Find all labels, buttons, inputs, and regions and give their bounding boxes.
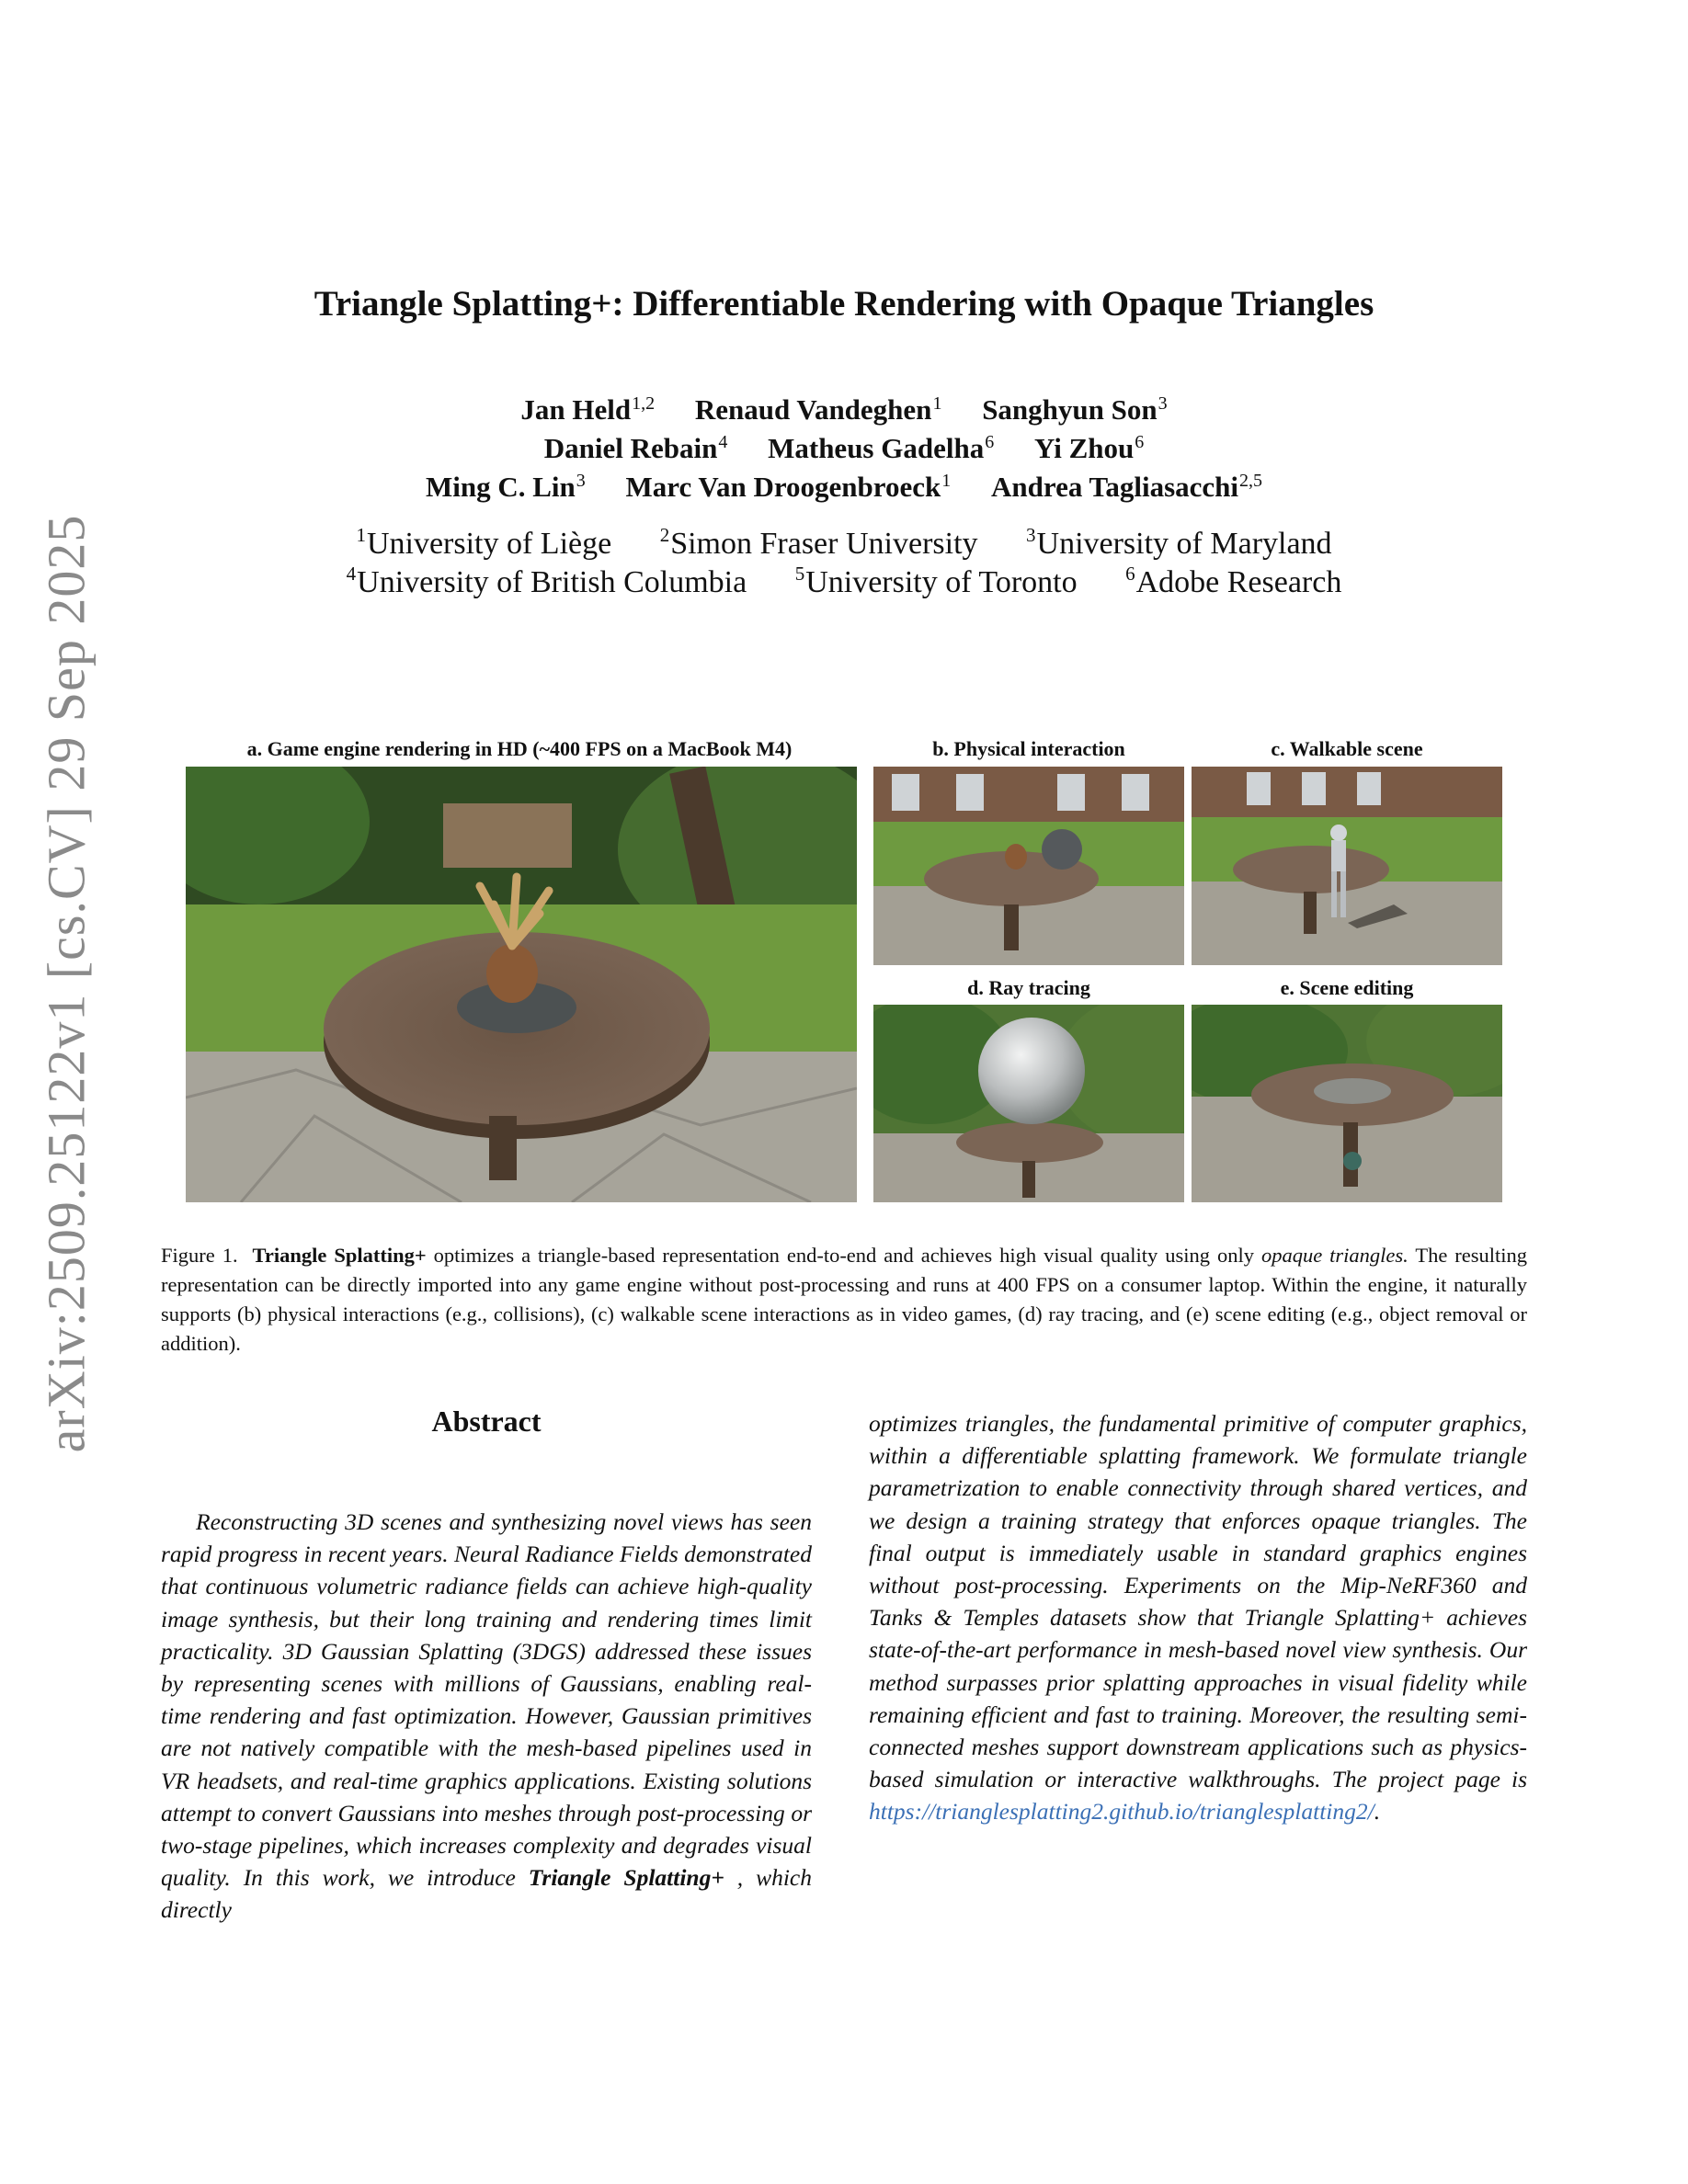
author: Matheus Gadelha$^6$ [768, 432, 995, 464]
author: Sanghyun Son$^3$ [982, 393, 1168, 426]
affiliation: $^4$University of British Columbia [346, 563, 747, 599]
abstract-right-column [869, 1407, 1527, 1828]
author-line-2 [0, 432, 1688, 465]
caption-prefix: Figure 1. [161, 1244, 238, 1267]
figure-panel-d-image [873, 1005, 1184, 1202]
panel-label-b: b. Physical interaction [932, 737, 1125, 760]
panel-label-c: c. Walkable scene [1271, 737, 1423, 760]
figure-panel-e-image [1192, 1005, 1502, 1202]
panel-label-d: d. Ray tracing [967, 976, 1090, 999]
project-page-link[interactable]: https://trianglesplatting2.github.io/trianglesplatting2/ [869, 1798, 1374, 1826]
affiliation: $^5$University of Toronto [794, 563, 1078, 599]
panel-label-a: a. Game engine rendering in HD (~400 FPS on a MacBook M4) [246, 737, 793, 760]
paper-title: Triangle Splatting+: Differentiable Rendering with Opaque Triangles [314, 284, 1374, 324]
arxiv-stamp-text: arXiv:2509.25122v1 [cs.CV] 29 Sep 2025 [36, 514, 97, 1453]
affiliation-line-1 [0, 524, 1688, 562]
author: Jan Held$^{1,2}$ [520, 393, 656, 426]
figure-panel-c-image [1192, 767, 1502, 965]
abstract-left-text-end: , which directly [161, 1864, 812, 1924]
affiliation: $^1$University of Liège [356, 524, 612, 561]
panel-label-e: e. Scene editing [1280, 976, 1414, 999]
author: Marc Van Droogenbroeck$^1$ [625, 471, 952, 503]
abstract-heading: Abstract [431, 1405, 542, 1438]
caption-italic: opaque triangles. [1260, 1244, 1409, 1267]
affiliation: $^6$Adobe Research [1125, 563, 1342, 599]
author: Andrea Tagliasacchi$^{2,5}$ [991, 471, 1263, 503]
author: Yi Zhou$^6$ [1033, 432, 1145, 464]
figure-panel-b-image [873, 767, 1184, 965]
arxiv-stamp [0, 0, 97, 2184]
author-line-3 [0, 471, 1688, 504]
author-line-1 [0, 393, 1688, 427]
caption-bold: Triangle Splatting+ [252, 1244, 427, 1267]
author: Daniel Rebain$^4$ [543, 432, 728, 464]
caption-text-1: optimizes a triangle-based representation end-to-end and achieves high visual quality using only [426, 1244, 1261, 1267]
author: Renaud Vandeghen$^1$ [694, 393, 942, 426]
affiliation: $^2$Simon Fraser University [659, 524, 978, 561]
figure-caption [161, 1241, 1527, 1359]
abstract-right-text: optimizes triangles, the fundamental primitive of computer graphics, within a differentiable splatting framework. We formulate triangle parametrization to enable connectivity through shared vertices, and we design a training strategy that enforces opaque triangles. The final output is immediately usable in standard graphics engines without post-processing. Experiments on the Mip-NeRF360 and Tanks & Temples datasets show that Triangle Splatting+ achieves state-of-the-art performance in mesh-based novel view synthesis. Our method surpasses prior splatting approaches in visual fidelity while remaining efficient and fast to training. Moreover, the resulting semi-connected meshes support downstream applications such as physics-based simulation or interactive walkthroughs. The project page is [869, 1410, 1527, 1793]
figure-panel-a-image [186, 767, 857, 1202]
abstract-left-text: Reconstructing 3D scenes and synthesizing novel views has seen rapid progress in recent years. Neural Radiance Fields demonstrated that continuous volumetric radiance fields can achieve high-quality image synthesis, but their long training and rendering times limit practicality. 3D Gaussian Splatting (3DGS) addressed these issues by representing scenes with millions of Gaussians, enabling real-time rendering and fast optimization. However, Gaussian primitives are not natively compatible with the mesh-based pipelines used in VR headsets, and real-time graphics applications. Existing solutions attempt to convert Gaussians into meshes through post-processing or two-stage pipelines, which increases complexity and degrades visual quality. In this work, we introduce [161, 1508, 812, 1892]
abstract-right-end: . [1374, 1798, 1381, 1826]
author: Ming C. Lin$^3$ [425, 471, 586, 503]
abstract-left-bold: Triangle Splatting+ [528, 1864, 724, 1892]
abstract-left-column [161, 1506, 812, 1927]
caption-text-2: The resulting representation can be directly imported into any game engine without post-processing and runs at 400 FPS on a consumer laptop. Within the engine, it naturally supports (b) physical interactions (e.g., collisions), (c) walkable scene interactions as in video games, (d) ray tracing, and (e) scene editing (e.g., object removal or addition). [161, 1244, 1528, 1355]
affiliation: $^3$University of Maryland [1026, 524, 1332, 561]
affiliation-line-2 [0, 563, 1688, 600]
